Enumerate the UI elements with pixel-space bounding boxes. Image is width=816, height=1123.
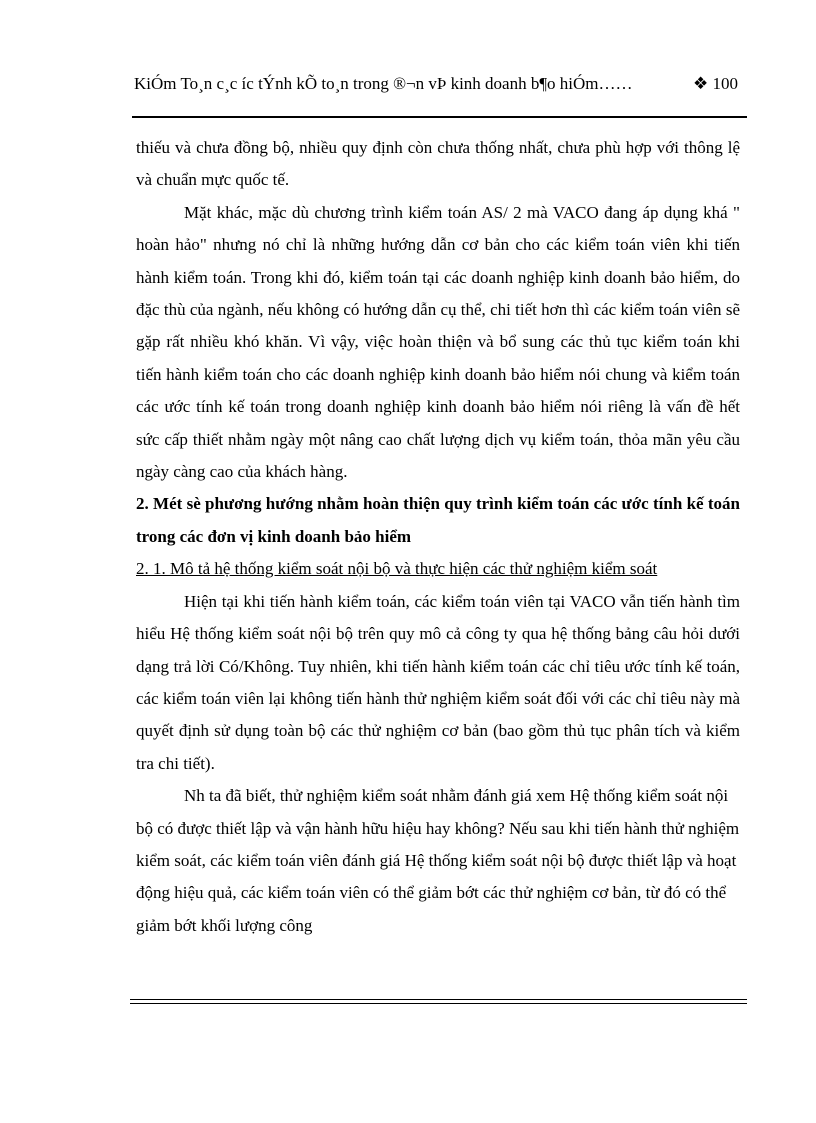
paragraph-2: Mặt khác, mặc dù chương trình kiểm toán AS/ 2 mà VACO đang áp dụng khá " hoàn hảo" nhưng nó chỉ là những hướng dẫn cơ bản cho các kiểm toán viên khi tiến hành kiểm toán. Trong khi đó, kiểm toán tại các doanh nghiệp kinh doanh bảo hiểm, do đặc thù của ngành, nếu không có hướng dẫn cụ thể, chi tiết hơn thì các kiểm toán viên sẽ gặp rất nhiều khó khăn. Vì vậy, việc hoàn thiện và bổ sung các thủ tục kiểm toán khi tiến hành kiểm toán cho các doanh nghiệp kinh doanh bảo hiểm nói chung và kiểm toán các ước tính kế toán trong doanh nghiệp kinh doanh bảo hiểm nói riêng là vấn đề hết sức cấp thiết nhằm ngày một nâng cao chất lượng dịch vụ kiểm toán, thỏa mãn yêu cầu ngày càng cao của khách hàng. bbox=[136, 202, 740, 482]
document-body bbox=[136, 132, 740, 942]
page-number bbox=[693, 73, 738, 94]
page-header bbox=[134, 73, 746, 94]
page-number-value: 100 bbox=[712, 74, 738, 93]
paragraph-3: Hiện tại khi tiến hành kiểm toán, các kiểm toán viên tại VACO vẫn tiến hành tìm hiểu Hệ thống kiểm soát nội bộ trên quy mô cả công ty qua hệ thống bảng câu hỏi dưới dạng trả lời Có/Không. Tuy nhiên, khi tiến hành kiểm toán các chỉ tiêu ước tính kế toán, các kiểm toán viên lại không tiến hành thử nghiệm kiểm soát đối với các chỉ tiêu này mà quyết định sử dụng toàn bộ các thử nghiệm cơ bản (bao gồm thủ tục phân tích và kiểm tra chi tiết). bbox=[136, 591, 740, 773]
header-title: KiÓm To¸n c¸c íc tÝnh kÕ to¸n trong ®¬n vÞ kinh doanh b¶o hiÓm…… bbox=[134, 74, 633, 93]
header-rule bbox=[132, 116, 747, 118]
section-heading-2: 2. Mét sè phương hướng nhằm hoàn thiện quy trình kiểm toán các ước tính kế toán trong các đơn vị kinh doanh bảo hiểm bbox=[136, 494, 740, 546]
paragraph-1: thiếu và chưa đồng bộ, nhiều quy định còn chưa thống nhất, chưa phù hợp với thông lệ và chuẩn mực quốc tế. bbox=[136, 138, 740, 190]
diamond-bullet-icon: ❖ bbox=[693, 74, 709, 93]
subsection-heading-2-1: 2. 1. Mô tả hệ thống kiểm soát nội bộ và thực hiện các thử nghiệm kiểm soát bbox=[136, 559, 658, 579]
paragraph-4: Nh ta đã biết, thử nghiệm kiểm soát nhằm đánh giá xem Hệ thống kiểm soát nội bộ có được thiết lập và vận hành hữu hiệu hay không? Nếu sau khi tiến hành thử nghiệm kiểm soát, các kiểm toán viên đánh giá Hệ thống kiểm soát nội bộ được thiết lập và hoạt động hiệu quả, các kiểm toán viên có thể giảm bớt các thử nghiệm cơ bản, từ đó có thể giảm bớt khối lượng công bbox=[136, 786, 740, 935]
footer-rule bbox=[130, 999, 747, 1004]
